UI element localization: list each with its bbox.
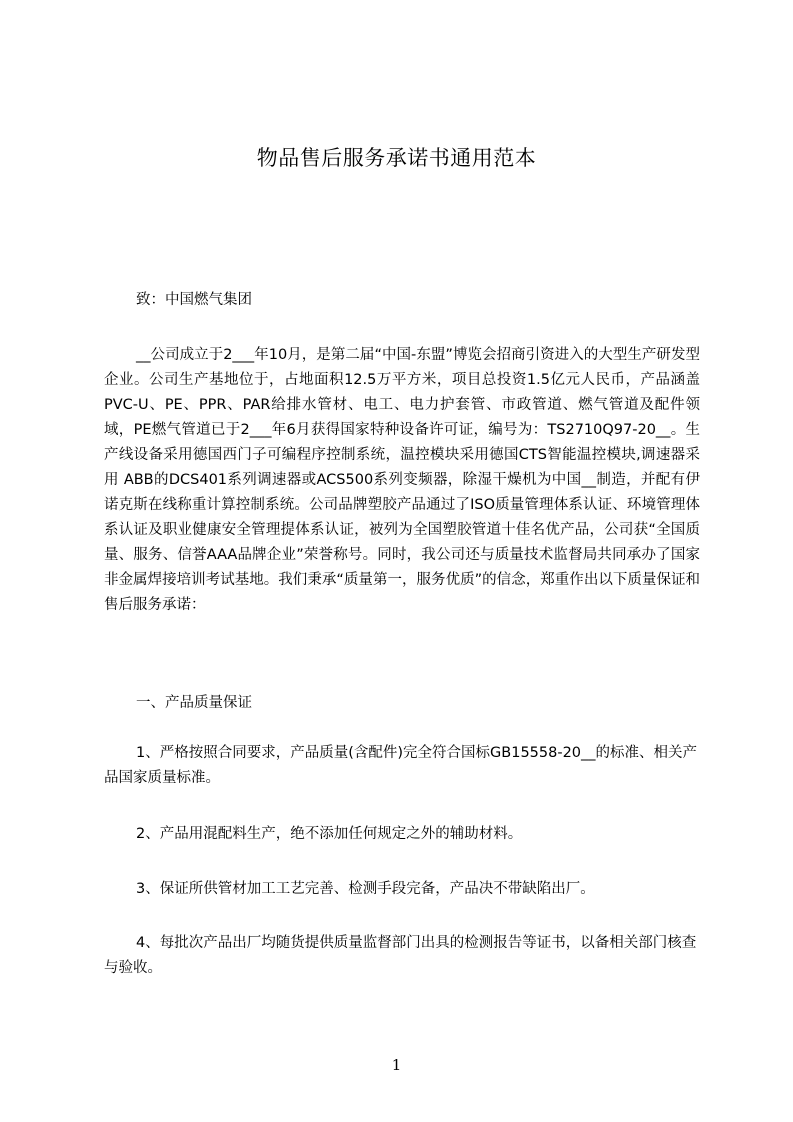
recipient-line: 致：中国燃气集团 <box>136 292 252 308</box>
guarantee-item-1: 1、严格按照合同要求，产品质量(含配件)完全符合国标GB15558-20__的标准、相关产品国家质量标准。 <box>104 745 698 786</box>
page-number: 1 <box>391 1056 402 1074</box>
document-title: 物品售后服务承诺书通用范本 <box>256 146 537 170</box>
guarantee-item-3: 3、保证所供管材加工工艺完善、检测手段完备，产品决不带缺陷出厂。 <box>136 881 595 897</box>
guarantee-item-4: 4、每批次产品出厂均随货提供质量监督部门出具的检测报告等证书，以备相关部门核查与验收。 <box>104 935 697 976</box>
guarantee-item-2: 2、产品用混配料生产，绝不添加任何规定之外的辅助材料。 <box>136 826 523 842</box>
intro-paragraph: __公司成立于2___年10月，是第二届“中国-东盟”博览会招商引资进入的大型生产研发型企业。公司生产基地位于，占地面积12.5万平方米，项目总投资1.5亿元人民币，产品涵盖PVC-U、PE、PPR、PAR给排水管材、电工、电力护套管、市政管道、燃气管道及配件领域，PE燃气管道已于2___年6月获得国家特种设备许可证，编号为：TS2710Q97-20__。生产线设备采用德国西门子可编程序控制系统，温控模块采用德国CTS智能温控模块,调速器采用 ABB的DCS401系列调速器或ACS500系列变频器，除湿干燥机为中国__制造，并配有伊诺克斯在线称重计算控制系统。公司品牌塑胶产品通过了ISO质量管理体系认证、环境管理体系认证及职业健康安全管理提体系认证，被列为全国塑胶管道十佳名优产品，公司获“全国质量、服务、信誉AAA品牌企业”荣誉称号。同时，我公司还与质量技术监督局共同承办了国家非金属焊接培训考试基地。我们秉承“质量第一，服务优质”的信念，郑重作出以下质量保证和售后服务承诺： <box>104 347 700 613</box>
section-heading: 一、产品质量保证 <box>136 695 252 711</box>
